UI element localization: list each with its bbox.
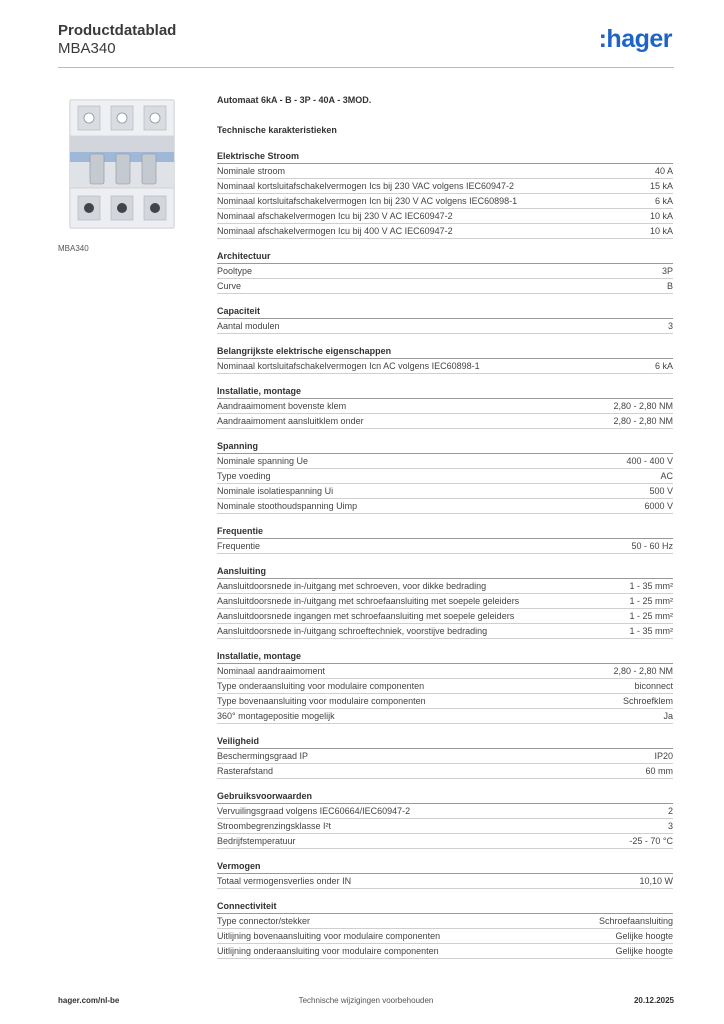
spec-content xyxy=(217,95,673,959)
spec-value: 10,10 W xyxy=(639,876,673,886)
spec-value: AC xyxy=(660,471,673,481)
spec-label: Aansluitdoorsnede in-/uitgang met schroefaansluiting met soepele geleiders xyxy=(217,596,520,606)
spec-row xyxy=(217,319,673,334)
spec-label: Nominale stoothoudspanning Uimp xyxy=(217,501,358,511)
spec-value: 1 - 35 mm² xyxy=(629,581,673,591)
spec-label: Aandraaimoment aansluitklem onder xyxy=(217,416,364,426)
product-image xyxy=(58,92,198,238)
spec-label: Totaal vermogensverlies onder IN xyxy=(217,876,352,886)
spec-value: -25 - 70 °C xyxy=(629,836,673,846)
section-title: Vermogen xyxy=(217,860,673,874)
spec-row xyxy=(217,209,673,224)
spec-section xyxy=(217,150,673,239)
spec-value: 15 kA xyxy=(649,181,673,191)
spec-value: 1 - 35 mm² xyxy=(629,626,673,636)
spec-label: Nominaal afschakelvermogen Icu bij 400 V AC IEC60947-2 xyxy=(217,226,453,236)
spec-label: Type voeding xyxy=(217,471,271,481)
spec-value: B xyxy=(666,281,673,291)
spec-label: Nominale isolatiespanning Ui xyxy=(217,486,334,496)
footer-disclaimer: Technische wijzigingen voorbehouden xyxy=(298,996,434,1005)
spec-value: 1 - 25 mm² xyxy=(629,596,673,606)
spec-value: IP20 xyxy=(654,751,673,761)
spec-section xyxy=(217,735,673,779)
hager-logo xyxy=(599,25,672,53)
spec-section xyxy=(217,250,673,294)
footer-website: hager.com/nl-be xyxy=(58,996,120,1005)
spec-row xyxy=(217,579,673,594)
section-title: Installatie, montage xyxy=(217,650,673,664)
section-title: Veiligheid xyxy=(217,735,673,749)
spec-row xyxy=(217,194,673,209)
spec-row xyxy=(217,929,673,944)
spec-row xyxy=(217,874,673,889)
spec-row xyxy=(217,279,673,294)
spec-value: Schroefaansluiting xyxy=(598,916,673,926)
spec-label: Nominaal aandraaimoment xyxy=(217,666,326,676)
spec-value: Gelijke hoogte xyxy=(615,946,673,956)
spec-label: Type connector/stekker xyxy=(217,916,311,926)
spec-label: Aantal modulen xyxy=(217,321,280,331)
header-divider xyxy=(58,67,674,68)
spec-section xyxy=(217,860,673,889)
spec-value: 500 V xyxy=(649,486,673,496)
logo-text: :hager xyxy=(598,25,672,53)
spec-label: Aansluitdoorsnede in-/uitgang met schroeven, voor dikke bedrading xyxy=(217,581,487,591)
spec-label: Nominale spanning Ue xyxy=(217,456,309,466)
spec-row xyxy=(217,624,673,639)
section-title: Belangrijkste elektrische eigenschappen xyxy=(217,345,673,359)
spec-label: Rasterafstand xyxy=(217,766,274,776)
product-name: Automaat 6kA - B - 3P - 40A - 3MOD. xyxy=(217,95,372,105)
spec-section xyxy=(217,790,673,849)
spec-section xyxy=(217,900,673,959)
section-title: Frequentie xyxy=(217,525,673,539)
spec-row xyxy=(217,709,673,724)
section-title: Connectiviteit xyxy=(217,900,673,914)
spec-value: 50 - 60 Hz xyxy=(631,541,673,551)
section-title: Aansluiting xyxy=(217,565,673,579)
page-footer xyxy=(58,996,674,1010)
spec-value: 60 mm xyxy=(645,766,673,776)
spec-row xyxy=(217,749,673,764)
spec-row xyxy=(217,944,673,959)
spec-row xyxy=(217,469,673,484)
spec-value: 6 kA xyxy=(654,361,673,371)
spec-label: Uitlijning bovenaansluiting voor modulaire componenten xyxy=(217,931,441,941)
spec-label: Nominale stroom xyxy=(217,166,286,176)
spec-label: Aansluitdoorsnede in-/uitgang schroeftechniek, voorstijve bedrading xyxy=(217,626,488,636)
document-subtitle: MBA340 xyxy=(58,40,116,57)
spec-row xyxy=(217,359,673,374)
spec-row xyxy=(217,694,673,709)
spec-row xyxy=(217,539,673,554)
document-title: Productdatablad xyxy=(58,22,177,39)
section-title: Spanning xyxy=(217,440,673,454)
spec-row xyxy=(217,224,673,239)
spec-label: Pooltype xyxy=(217,266,253,276)
spec-value: 3P xyxy=(661,266,673,276)
spec-label: Vervuilingsgraad volgens IEC60664/IEC60947-2 xyxy=(217,806,411,816)
spec-row xyxy=(217,609,673,624)
spec-row xyxy=(217,399,673,414)
spec-row xyxy=(217,454,673,469)
spec-value: 2,80 - 2,80 NM xyxy=(613,401,673,411)
spec-label: Bedrijfstemperatuur xyxy=(217,836,296,846)
spec-sections xyxy=(217,150,673,959)
spec-section xyxy=(217,345,673,374)
spec-value: 6 kA xyxy=(654,196,673,206)
spec-label: Nominaal kortsluitafschakelvermogen Icn AC volgens IEC60898-1 xyxy=(217,361,480,371)
footer-date: 20.12.2025 xyxy=(633,996,674,1005)
spec-row xyxy=(217,764,673,779)
spec-label: Uitlijning onderaansluiting voor modulaire componenten xyxy=(217,946,439,956)
spec-label: Aandraaimoment bovenste klem xyxy=(217,401,347,411)
spec-label: Stroombegrenzingsklasse I²t xyxy=(217,821,332,831)
spec-row xyxy=(217,179,673,194)
section-title: Elektrische Stroom xyxy=(217,150,673,164)
page-header xyxy=(58,20,674,68)
spec-section xyxy=(217,525,673,554)
spec-row xyxy=(217,499,673,514)
spec-row xyxy=(217,834,673,849)
spec-label: Nominaal kortsluitafschakelvermogen Icn bij 230 V AC volgens IEC60898-1 xyxy=(217,196,518,206)
technical-characteristics-title: Technische karakteristieken xyxy=(217,125,337,135)
spec-value: 6000 V xyxy=(644,501,673,511)
spec-value: Schroefklem xyxy=(622,696,673,706)
spec-value: 2,80 - 2,80 NM xyxy=(613,666,673,676)
spec-row xyxy=(217,664,673,679)
spec-row xyxy=(217,264,673,279)
spec-row xyxy=(217,914,673,929)
spec-row xyxy=(217,819,673,834)
product-image-caption: MBA340 xyxy=(58,244,89,253)
spec-section xyxy=(217,305,673,334)
spec-value: 3 xyxy=(667,821,673,831)
spec-label: Type bovenaansluiting voor modulaire componenten xyxy=(217,696,426,706)
spec-label: Nominaal afschakelvermogen Icu bij 230 V AC IEC60947-2 xyxy=(217,211,453,221)
spec-row xyxy=(217,679,673,694)
spec-row xyxy=(217,484,673,499)
spec-value: 2,80 - 2,80 NM xyxy=(613,416,673,426)
section-title: Capaciteit xyxy=(217,305,673,319)
spec-value: Gelijke hoogte xyxy=(615,931,673,941)
spec-value: 10 kA xyxy=(649,226,673,236)
spec-row xyxy=(217,164,673,179)
spec-value: 1 - 25 mm² xyxy=(629,611,673,621)
spec-value: 2 xyxy=(667,806,673,816)
spec-row xyxy=(217,804,673,819)
spec-value: 10 kA xyxy=(649,211,673,221)
spec-value: 40 A xyxy=(654,166,673,176)
spec-label: Type onderaansluiting voor modulaire componenten xyxy=(217,681,425,691)
spec-section xyxy=(217,440,673,514)
spec-value: Ja xyxy=(663,711,673,721)
section-title: Gebruiksvoorwaarden xyxy=(217,790,673,804)
spec-section xyxy=(217,385,673,429)
spec-label: Beschermingsgraad IP xyxy=(217,751,309,761)
spec-row xyxy=(217,594,673,609)
spec-row xyxy=(217,414,673,429)
spec-label: Curve xyxy=(217,281,242,291)
spec-value: 400 - 400 V xyxy=(626,456,673,466)
spec-value: biconnect xyxy=(634,681,673,691)
spec-value: 3 xyxy=(667,321,673,331)
section-title: Architectuur xyxy=(217,250,673,264)
spec-label: 360° montagepositie mogelijk xyxy=(217,711,335,721)
spec-section xyxy=(217,565,673,639)
spec-label: Frequentie xyxy=(217,541,261,551)
spec-label: Nominaal kortsluitafschakelvermogen Ics bij 230 VAC volgens IEC60947-2 xyxy=(217,181,514,191)
section-title: Installatie, montage xyxy=(217,385,673,399)
spec-section xyxy=(217,650,673,724)
spec-label: Aansluitdoorsnede ingangen met schroefaansluiting met soepele geleiders xyxy=(217,611,515,621)
